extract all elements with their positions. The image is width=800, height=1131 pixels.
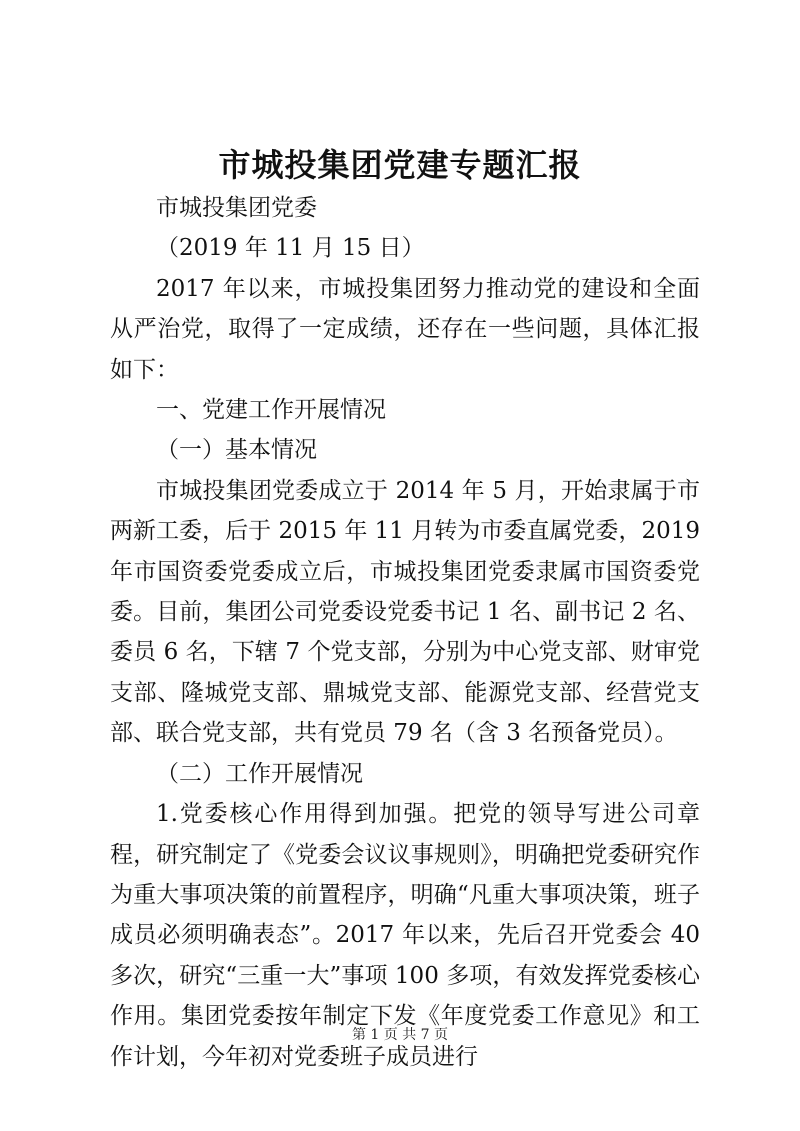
author-line: 市城投集团党委 (156, 195, 317, 221)
date-line: （2019 年 11 月 15 日） (156, 235, 425, 262)
intro-paragraph: 2017 年以来，市城投集团努力推动党的建设和全面从严治党，取得了一定成绩，还存在一些问题，具体汇报如下： (110, 275, 700, 383)
document-body (110, 188, 700, 1077)
document-title: 市城投集团党建专题汇报 (218, 146, 582, 184)
section-heading: 一、党建工作开展情况 (156, 397, 386, 424)
page-footer: 第 1 页 共 7 页 (351, 1027, 449, 1043)
subsection-heading: （二）工作开展情况 (156, 760, 363, 787)
subsection-heading: （一）基本情况 (156, 437, 317, 464)
work-paragraph: 1.党委核心作用得到加强。把党的领导写进公司章程，研究制定了《党委会议议事规则》，明确把党委研究作为重大事项决策的前置程序，明确“凡重大事项决策，班子成员必须明确表态”。2017 年以来，先后召开党委会 40 多次，研究“三重一大”事项 100 多项，有效发挥党委核心作用。集团党委按年制定下发《年度党委工作意见》和工作计划，今年初对党委班子成员进行 (110, 801, 700, 1070)
basic-info-paragraph: 市城投集团党委成立于 2014 年 5 月，开始隶属于市两新工委，后于 2015 年 11 月转为市委直属党委，2019 年市国资委党委成立后，市城投集团党委隶属市国资委党委。目前，集团公司党委设党委书记 1 名、副书记 2 名、委员 6 名，下辖 7 个党支部，分别为中心党支部、财审党支部、隆城党支部、鼎城党支部、能源党支部、经营党支部、联合党支部，共有党员 79 名（含 3 名预备党员）。 (110, 477, 700, 747)
